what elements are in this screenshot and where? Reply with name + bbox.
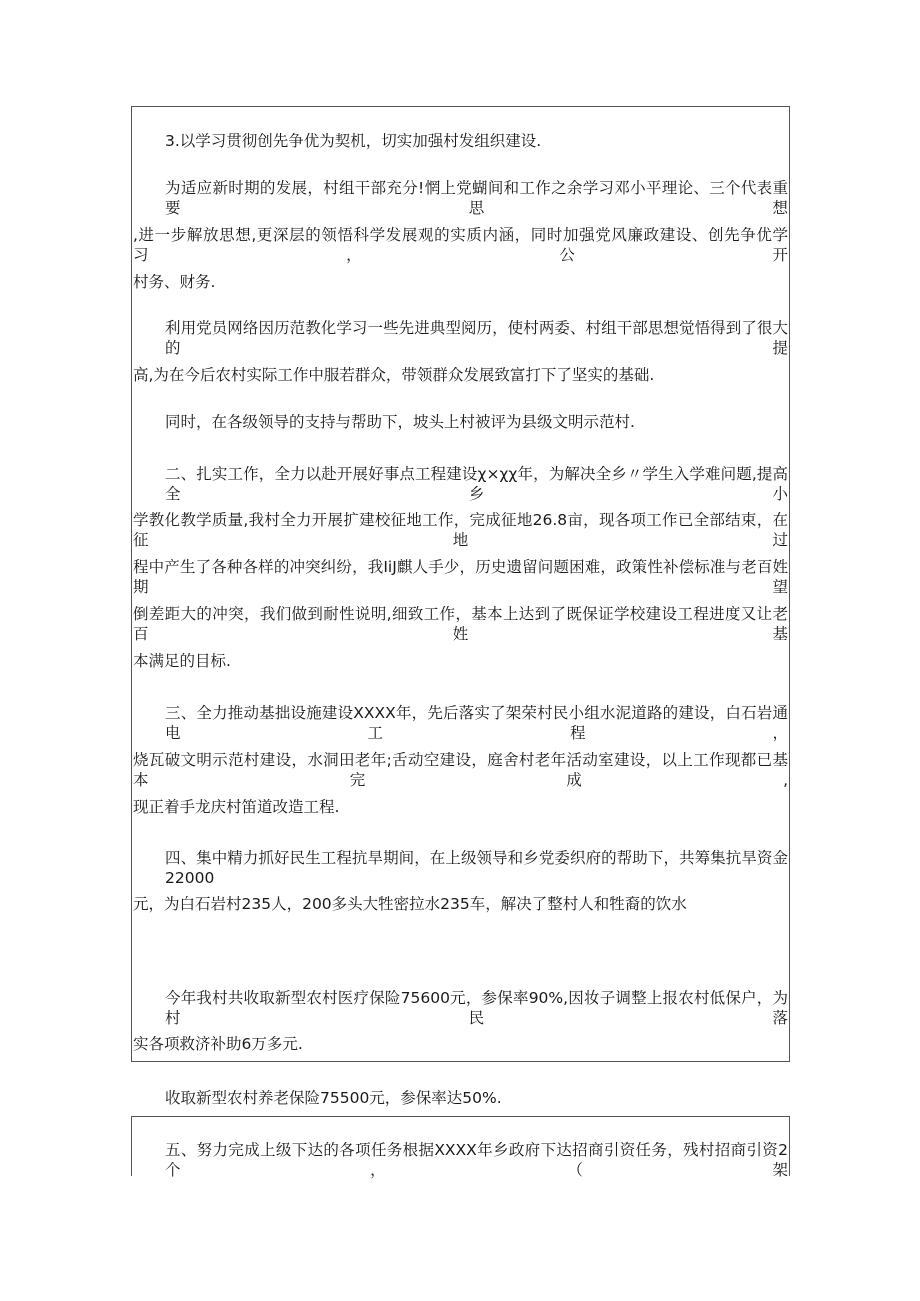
section-heading-4: 四、集中精力抓好民生工程抗旱期间，在上级领导和乡党委织府的帮助下，共筹集抗旱资金22000 [165,849,788,887]
paragraph-line: 学教化教学质量,我村全力开展扩建校征地工作，完成征地26.8亩，现各项工作已全部结束，在征地过 [133,511,788,549]
paragraph-line: ,进一步解放思想,更深层的领悟科学发展观的实质内涵，同时加强党风廉政建设、创先争优学习，公开 [133,226,788,264]
section-heading-3b: 三、全力推动基拙设施建设XXXX年，先后落实了架荣村民小组水泥道路的建设，白石岩通电工程， [165,704,788,742]
paragraph-line: 程中产生了各种各样的冲突纠纷，我IiJ麒人手少，历史遗留问题困难，政策性补偿标准与老百姓期望 [133,558,788,596]
section-heading-5: 五、努力完成上级下达的各项任务根据XXXX年乡政府下达招商引资任务，残村招商引资2个，（架 [165,1141,788,1179]
paragraph-line: 利用党员网络因历范教化学习一些先进典型阅历，使村两委、村组干部思想觉悟得到了很大的提 [165,319,788,357]
paragraph-line: 现正着手龙庆村笛道改造工程. [133,798,340,816]
section-heading-2: 二、扎实工作，全力以赴开展好事点工程建设χ×χχ年，为解决全乡〃学生入学难问题,提高全乡小 [165,465,788,503]
paragraph-line: 为适应新时期的发展，村组干部充分!惘上党蝴间和工作之余学习邓小平理论、三个代表重要思想 [165,179,788,217]
paragraph-line: 实各项救济补助6万多元. [133,1035,303,1053]
section-heading-3: 3.以学习贯彻创先争优为契机，切实加强村发组织建设. [165,132,542,150]
paragraph-line: 倒差距大的冲突，我们做到耐性说明,细致工作，基本上达到了既保证学校建设工程进度又让老百姓基 [133,605,788,643]
paragraph-line: 本满足的目标. [133,652,231,670]
paragraph-line: 烧瓦破文明示范村建设，水洞田老年;舌动空建设，庭舍村老年活动室建设，以上工作现都已基本完成, [133,751,788,789]
paragraph-line: 高,为在今后农村实际工作中服若群众，带领群众发展致富打下了坚实的基础. [133,366,655,384]
paragraph-line: 同时，在各级领导的支持与帮助下，坡头上村被评为县级文明示范村. [165,413,635,431]
paragraph-line: 今年我村共收取新型农村医疗保险75600元，参保率90%,因妆子调整上报农村低保户，为村民落 [165,989,788,1027]
paragraph-line: 元，为白石岩村235人，200多头大牲密拉水235车，解决了整村人和牲裔的饮水 [133,895,687,913]
paragraph-line: 村务、财务. [133,273,216,291]
paragraph-line: 收取新型农村养老保险75500元，参保率达50%. [165,1089,502,1107]
